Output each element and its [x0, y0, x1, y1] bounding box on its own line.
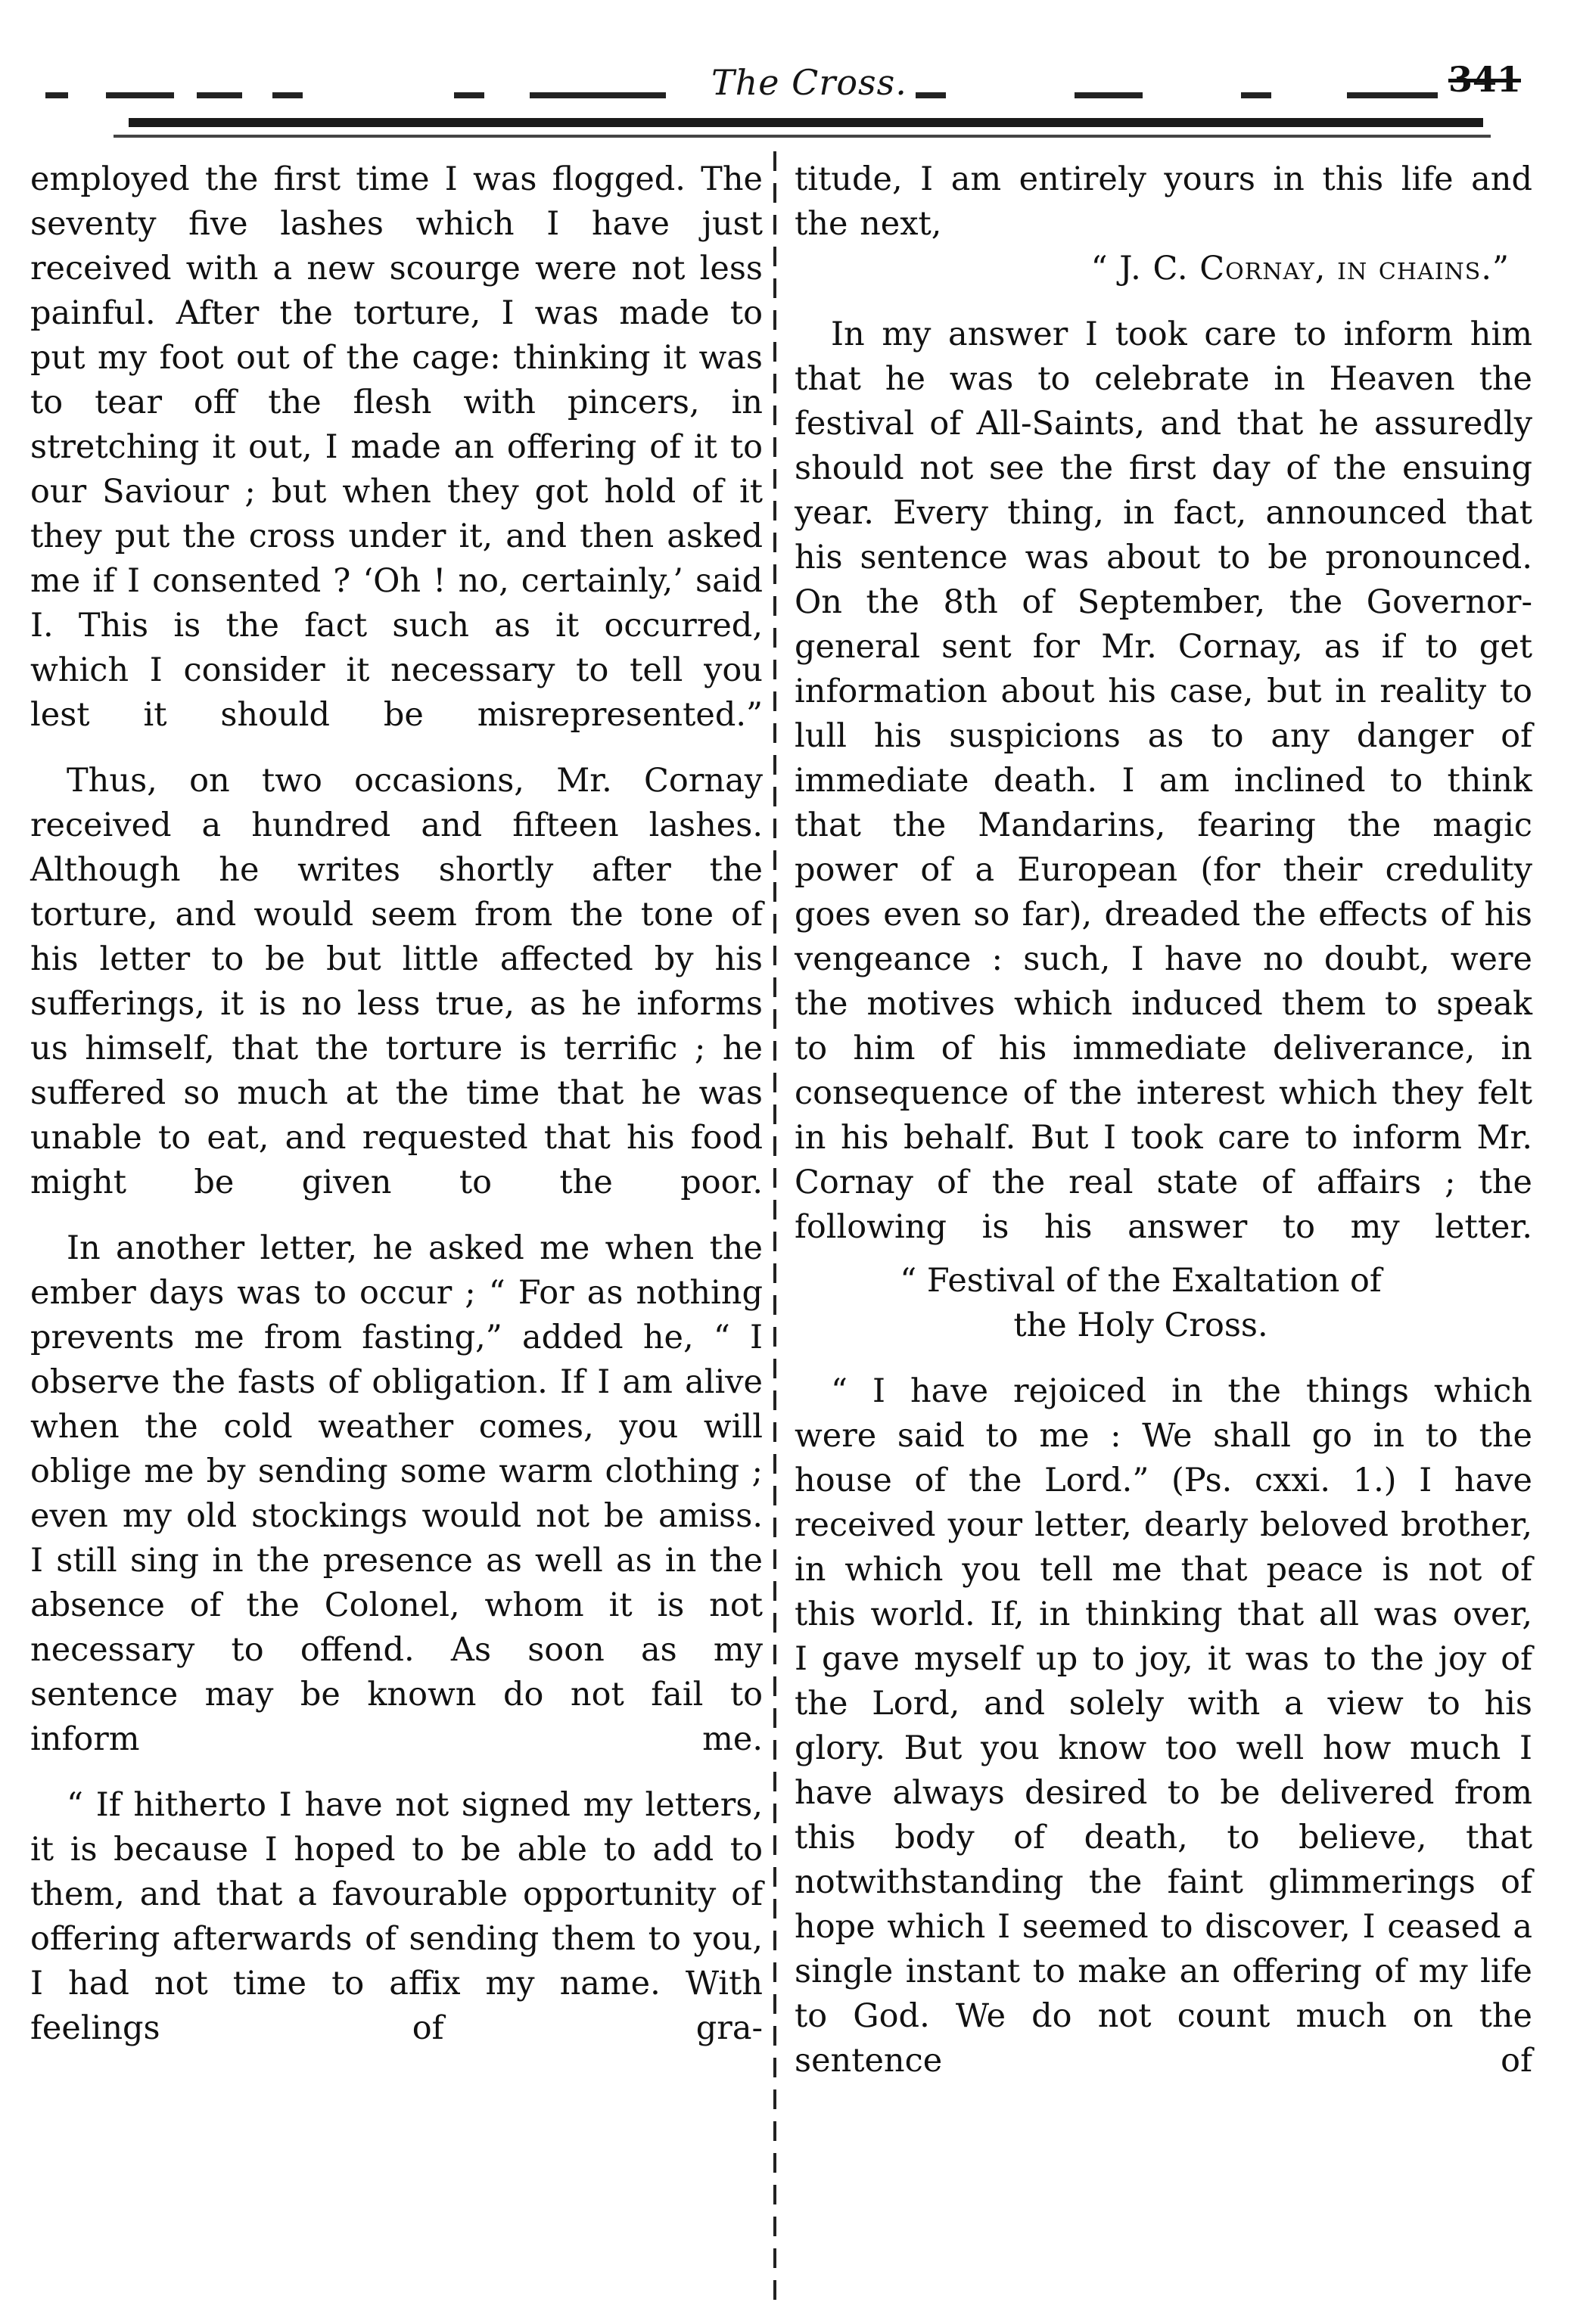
heading-line: “ Festival of the Exaltation of: [900, 1262, 1382, 1300]
header-rule-thin: [114, 135, 1491, 138]
paragraph: In another letter, he asked me when the ember days was to occur ; “ For as nothing prevents me from fasting,” added he, “ I observe the fasts of obligation. If I am alive when the cold weather comes, you will oblige me by sending some warm clothing ; even my old stockings would not be amiss. I still sing in the presence as well as in the absence of the Colonel, whom it is not necessary to offend. As soon as my sentence may be known do not fail to inform me.: [30, 1229, 763, 1758]
section-heading: [795, 1259, 1532, 1348]
header-ornament-dash: [530, 92, 666, 98]
signature: [795, 247, 1532, 291]
header-ornament-dash: [916, 92, 946, 98]
header-ornament-dash: [1075, 92, 1143, 98]
running-header: [45, 53, 1529, 113]
page-title: The Cross.: [711, 62, 907, 103]
header-ornament-dash: [1347, 92, 1438, 98]
paragraph: titude, I am entirely yours in this life and the next,: [795, 160, 1532, 243]
header-ornament-dash: [45, 92, 68, 98]
paragraph: Thus, on two occasions, Mr. Cornay received a hundred and fifteen lashes. Although he writes shortly after the torture, and would seem from the tone of his letter to be but little affected by his sufferings, it is no less true, as he informs us himself, that the torture is terrific ; he suffered so much at the time that he was unable to eat, and requested that his food might be given to the poor.: [30, 762, 763, 1201]
column-divider: [773, 151, 776, 2300]
header-ornament-dash: [454, 92, 484, 98]
left-column: [30, 157, 763, 2051]
page-number: 341: [1448, 59, 1521, 100]
paragraph: In my answer I took care to inform him that he was to celebrate in Heaven the festival of All-Saints, and that he assuredly should not see the first day of the ensuing year. Every thing, in fact, announced that his sentence was about to be pronounced. On the 8th of September, the Governor-general sent for Mr. Cornay, as if to get information about his case, but in reality to lull his suspicions as to any danger of immediate death. I am inclined to think that the Mandarins, fearing the magic power of a European (for their credulity goes even so far), dreaded the effects of his vengeance : such, I have no doubt, were the motives which induced them to speak to him of his immediate deliverance, in consequence of the interest which they felt in his behalf. But I took care to inform Mr. Cornay of the real state of affairs ; the following is his answer to my letter.: [795, 315, 1532, 1246]
paragraph: “ I have rejoiced in the things which were said to me : We shall go in to the house of the Lord.” (Ps. cxxi. 1.) I have received your letter, dearly beloved brother, in which you tell me that peace is not of this world. If, in thinking that all was over, I gave myself up to joy, it was to the joy of the Lord, and solely with a view to his glory. But you know too well how much I have always desired to be delivered from this body of death, to believe, that notwithstanding the faint glimmerings of hope which I seemed to discover, I ceased a single instant to make an offering of my life to God. We do not count much on the sentence of: [795, 1372, 1532, 2080]
paragraph: employed the first time I was flogged. The seventy five lashes which I have just received with a new scourge were not less painful. After the torture, I was made to put my foot out of the cage: thinking it was to tear off the flesh with pincers, in stretching it out, I made an offering of it to our Saviour ; but when they got hold of it they put the cross under it, and then asked me if I consented ? ‘Oh ! no, certainly,’ said I. This is the fact such as it occurred, which I consider it necessary to tell you lest it should be misrepresented.”: [30, 160, 763, 734]
header-ornament-dash: [197, 92, 242, 98]
right-column: [795, 157, 1532, 2083]
header-ornament-dash: [272, 92, 303, 98]
header-ornament-dash: [1241, 92, 1271, 98]
signature-text: “ J. C. Cornay, in chains.”: [1090, 250, 1510, 287]
heading-line: the Holy Cross.: [1013, 1306, 1268, 1344]
header-rule-thick: [129, 118, 1483, 127]
header-ornament-dash: [106, 92, 174, 98]
paragraph: “ If hitherto I have not signed my letters, it is because I hoped to be able to add to them, and that a favourable opportunity of offering afterwards of sending them to you, I had not time to affix my name. With feelings of gra-: [30, 1786, 763, 2047]
